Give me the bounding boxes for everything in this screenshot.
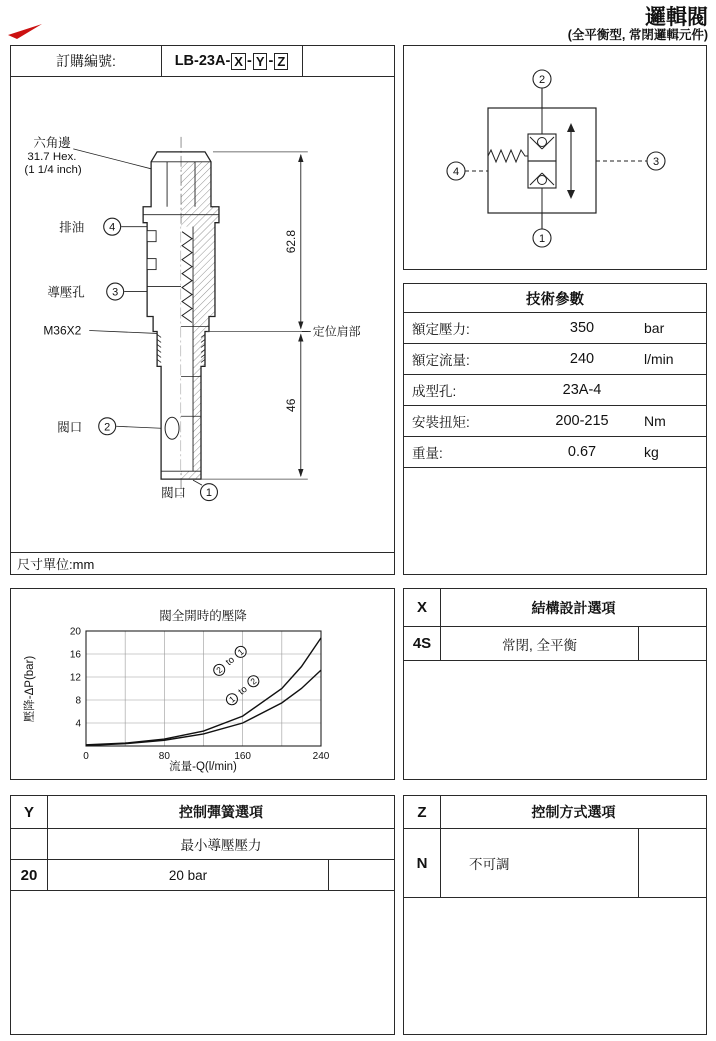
ordering-code bbox=[161, 46, 303, 76]
shoulder-label: 定位肩部 bbox=[312, 324, 361, 339]
option-desc: 不可調 bbox=[469, 857, 510, 872]
param-label: 重量: bbox=[412, 446, 443, 461]
pressure-drop-chart bbox=[11, 589, 394, 779]
ordering-row bbox=[11, 46, 394, 77]
symbol-body bbox=[465, 88, 647, 229]
y-options-subheader: 最小導壓壓力 bbox=[180, 838, 262, 853]
param-unit: Nm bbox=[644, 413, 666, 429]
symbol-panel bbox=[403, 45, 707, 270]
option-code: 20 bbox=[11, 860, 48, 890]
dim-46: 46 bbox=[283, 398, 298, 412]
hydraulic-symbol-drawing bbox=[404, 46, 706, 269]
option-code: 4S bbox=[404, 627, 441, 660]
chart-ylabel: 壓降-ΔP(bar) bbox=[24, 655, 36, 723]
valve-cross-section bbox=[143, 137, 219, 501]
code-prefix: LB-23A- bbox=[174, 53, 231, 69]
table-row bbox=[404, 375, 706, 406]
y-tick-label: 12 bbox=[69, 672, 81, 684]
port-3-number: 3 bbox=[112, 286, 119, 299]
svg-text:2: 2 bbox=[248, 675, 259, 687]
tech-params-title: 技術參數 bbox=[404, 284, 706, 313]
x-tick-label: 80 bbox=[158, 751, 170, 762]
page-subtitle: (全平衡型, 常閉邏輯元件) bbox=[567, 28, 708, 42]
page-title: 邏輯閥 bbox=[645, 6, 708, 29]
ordering-label: 訂購編號: bbox=[56, 53, 116, 69]
thread-label: M36X2 bbox=[43, 323, 82, 338]
option-end-cell bbox=[328, 860, 394, 890]
dimension-lines bbox=[201, 152, 361, 479]
z-options-panel bbox=[403, 795, 707, 1035]
param-unit: bar bbox=[644, 320, 665, 336]
port-1-number: 1 bbox=[205, 487, 213, 500]
brand-logo-icon bbox=[8, 24, 44, 40]
tech-params-panel bbox=[403, 283, 707, 575]
ordering-spacer bbox=[303, 46, 394, 76]
chart-title: 閥全開時的壓降 bbox=[159, 609, 247, 623]
curve-label bbox=[211, 644, 248, 678]
x-options-title: 結構設計選項 bbox=[531, 599, 616, 616]
y-options-panel bbox=[10, 795, 395, 1035]
pilot-label: 導壓孔 bbox=[47, 285, 85, 300]
param-value: 200-215 bbox=[555, 413, 609, 429]
svg-text:1: 1 bbox=[235, 646, 246, 658]
param-unit: kg bbox=[644, 444, 659, 460]
z-options-header bbox=[404, 796, 706, 829]
param-value: 23A-4 bbox=[562, 382, 602, 398]
x-tick-label: 160 bbox=[234, 751, 252, 762]
chart-plot-area bbox=[70, 627, 330, 763]
table-row bbox=[404, 313, 706, 344]
x-tick-label: 0 bbox=[83, 751, 89, 762]
symbol-port-1: 1 bbox=[538, 233, 546, 245]
port-2-label: 閥口 bbox=[57, 420, 83, 435]
param-label: 額定壓力: bbox=[412, 322, 470, 337]
option-key-column: Y bbox=[11, 796, 48, 828]
param-value: 240 bbox=[569, 351, 595, 367]
x-tick-label: 240 bbox=[312, 751, 330, 762]
dim-62-8: 62.8 bbox=[283, 230, 298, 254]
port-1-label: 閥口 bbox=[161, 486, 187, 501]
y-tick-label: 16 bbox=[69, 649, 81, 661]
z-options-title: 控制方式選項 bbox=[531, 804, 616, 820]
drawing-panel bbox=[10, 45, 395, 575]
port-4-number: 4 bbox=[109, 221, 116, 234]
param-unit: l/min bbox=[644, 351, 674, 367]
dimension-unit-note: 尺寸單位:mm bbox=[11, 552, 394, 574]
table-row bbox=[404, 627, 706, 661]
param-value: 350 bbox=[569, 320, 595, 336]
table-row bbox=[404, 406, 706, 437]
hex-label-2: 31.7 Hex. bbox=[27, 150, 77, 163]
valve-section-drawing bbox=[11, 77, 394, 552]
y-tick-label: 20 bbox=[69, 626, 81, 638]
code-dash1: - bbox=[246, 53, 252, 69]
y-tick-label: 4 bbox=[75, 718, 81, 730]
option-desc: 常閉, 全平衡 bbox=[501, 637, 577, 653]
svg-text:to: to bbox=[223, 654, 237, 669]
symbol-port-3: 3 bbox=[652, 156, 660, 168]
code-y: Y bbox=[253, 53, 268, 70]
port-2-number: 2 bbox=[104, 421, 111, 434]
table-row bbox=[11, 860, 394, 891]
option-end-cell bbox=[638, 627, 706, 660]
hex-label-3: (1 1/4 inch) bbox=[24, 163, 82, 176]
option-key-empty bbox=[11, 829, 48, 859]
svg-text:to: to bbox=[236, 683, 250, 698]
option-end-cell bbox=[638, 829, 706, 897]
table-row bbox=[404, 344, 706, 375]
param-label: 成型孔: bbox=[412, 384, 457, 399]
option-code: N bbox=[404, 829, 441, 897]
chart-xlabel: 流量-Q(l/min) bbox=[169, 761, 237, 773]
code-x: X bbox=[231, 53, 246, 70]
svg-text:1: 1 bbox=[226, 693, 237, 705]
table-row bbox=[11, 829, 394, 860]
table-row bbox=[404, 829, 706, 898]
param-value: 0.67 bbox=[567, 444, 597, 460]
option-key-column: X bbox=[404, 589, 441, 626]
code-dash2: - bbox=[268, 53, 274, 69]
x-options-panel bbox=[403, 588, 707, 780]
x-options-header bbox=[404, 589, 706, 627]
option-key-column: Z bbox=[404, 796, 441, 828]
hex-label-1: 六角邊 bbox=[33, 135, 71, 150]
param-label: 安裝扭矩: bbox=[412, 415, 470, 430]
y-options-title: 控制彈簧選項 bbox=[179, 804, 263, 820]
code-z: Z bbox=[274, 53, 288, 70]
symbol-port-4: 4 bbox=[452, 166, 460, 178]
table-row bbox=[404, 437, 706, 468]
symbol-port-2: 2 bbox=[538, 74, 546, 86]
param-label: 額定流量: bbox=[412, 353, 470, 368]
pressure-drop-chart-panel bbox=[10, 588, 395, 780]
y-options-header bbox=[11, 796, 394, 829]
option-desc: 20 bar bbox=[168, 867, 208, 883]
svg-text:2: 2 bbox=[214, 664, 225, 676]
y-tick-label: 8 bbox=[75, 695, 81, 707]
drain-label: 排油 bbox=[59, 220, 85, 235]
